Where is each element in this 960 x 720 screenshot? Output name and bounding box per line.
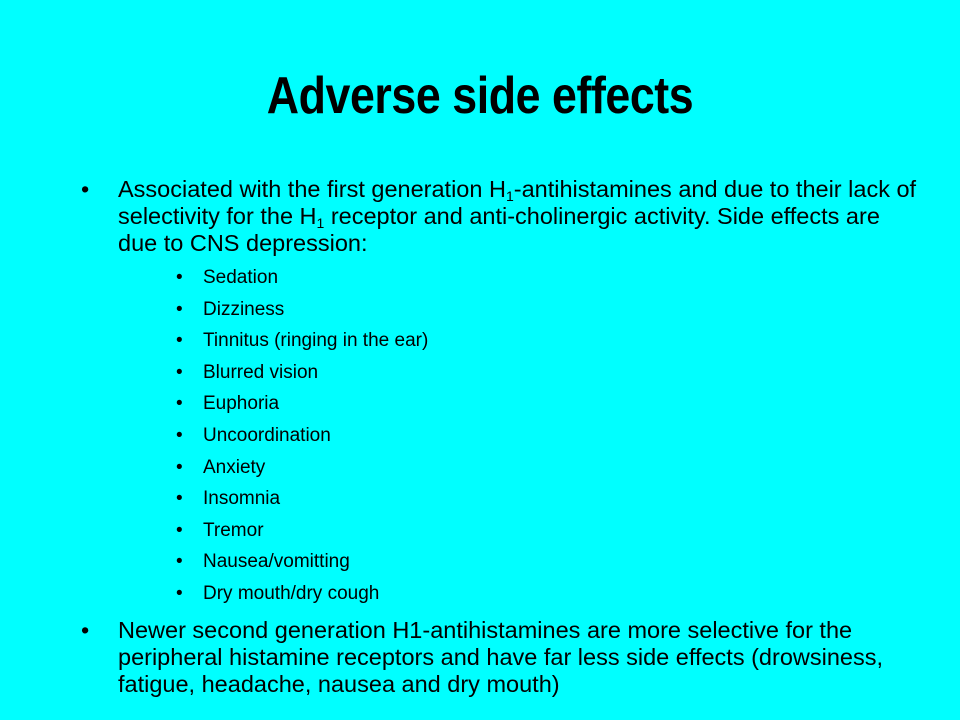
bullet-marker: •	[176, 393, 183, 415]
bullet-marker: •	[81, 617, 90, 643]
side-effect-label: Euphoria	[203, 393, 280, 415]
bullet-text: Newer second generation H1-antihistamines are more selective for the peripheral histamine receptors and have far less side effects (drowsiness, fatigue, headache, nausea and dry mouth)	[118, 617, 884, 697]
list-item	[176, 392, 703, 424]
bullet-marker: •	[81, 176, 90, 202]
list-item	[176, 329, 703, 361]
bullet-marker: •	[176, 582, 183, 604]
side-effect-label: Anxiety	[203, 456, 266, 478]
slide-title: Adverse side effects	[266, 67, 694, 125]
side-effect-label: Sedation	[203, 267, 279, 288]
list-item	[176, 424, 703, 456]
list-item	[176, 550, 703, 582]
bullet-marker: •	[176, 519, 183, 541]
bullet-marker: •	[176, 298, 183, 320]
list-item	[176, 361, 703, 393]
main-bullet-first-generation	[81, 176, 918, 257]
bullet-marker: •	[176, 267, 183, 288]
bullet-marker: •	[176, 551, 183, 573]
side-effect-label: Dizziness	[203, 298, 285, 320]
bullet-marker: •	[176, 424, 183, 446]
main-bullet-second-generation	[81, 617, 918, 698]
bullet-marker: •	[176, 330, 183, 352]
list-item	[176, 519, 703, 551]
side-effect-label: Nausea/vomitting	[203, 551, 350, 573]
bullet-text-part: -antihistamines and due to their lack of selectivity for the H	[118, 176, 917, 229]
bullet-marker: •	[176, 361, 183, 383]
side-effect-label: Tremor	[203, 519, 264, 541]
list-item	[176, 298, 703, 330]
side-effect-label: Uncoordination	[203, 424, 331, 446]
bullet-marker: •	[176, 488, 183, 510]
side-effect-label: Tinnitus (ringing in the ear)	[203, 330, 429, 352]
bullet-marker: •	[176, 456, 183, 478]
list-item	[176, 582, 703, 614]
side-effect-label: Blurred vision	[203, 361, 319, 383]
side-effect-label: Insomnia	[203, 488, 281, 510]
bullet-text-part: receptor and anti-cholinergic activity. Side effects are due to CNS depression:	[118, 203, 880, 256]
side-effect-label: Dry mouth/dry cough	[203, 582, 380, 604]
bullet-text-part: Associated with the first generation H	[118, 176, 506, 202]
side-effects-list	[176, 266, 703, 614]
subscript: 1	[505, 188, 514, 204]
list-item	[176, 456, 703, 488]
subscript: 1	[316, 215, 325, 231]
list-item	[176, 487, 703, 519]
list-item	[176, 266, 703, 298]
